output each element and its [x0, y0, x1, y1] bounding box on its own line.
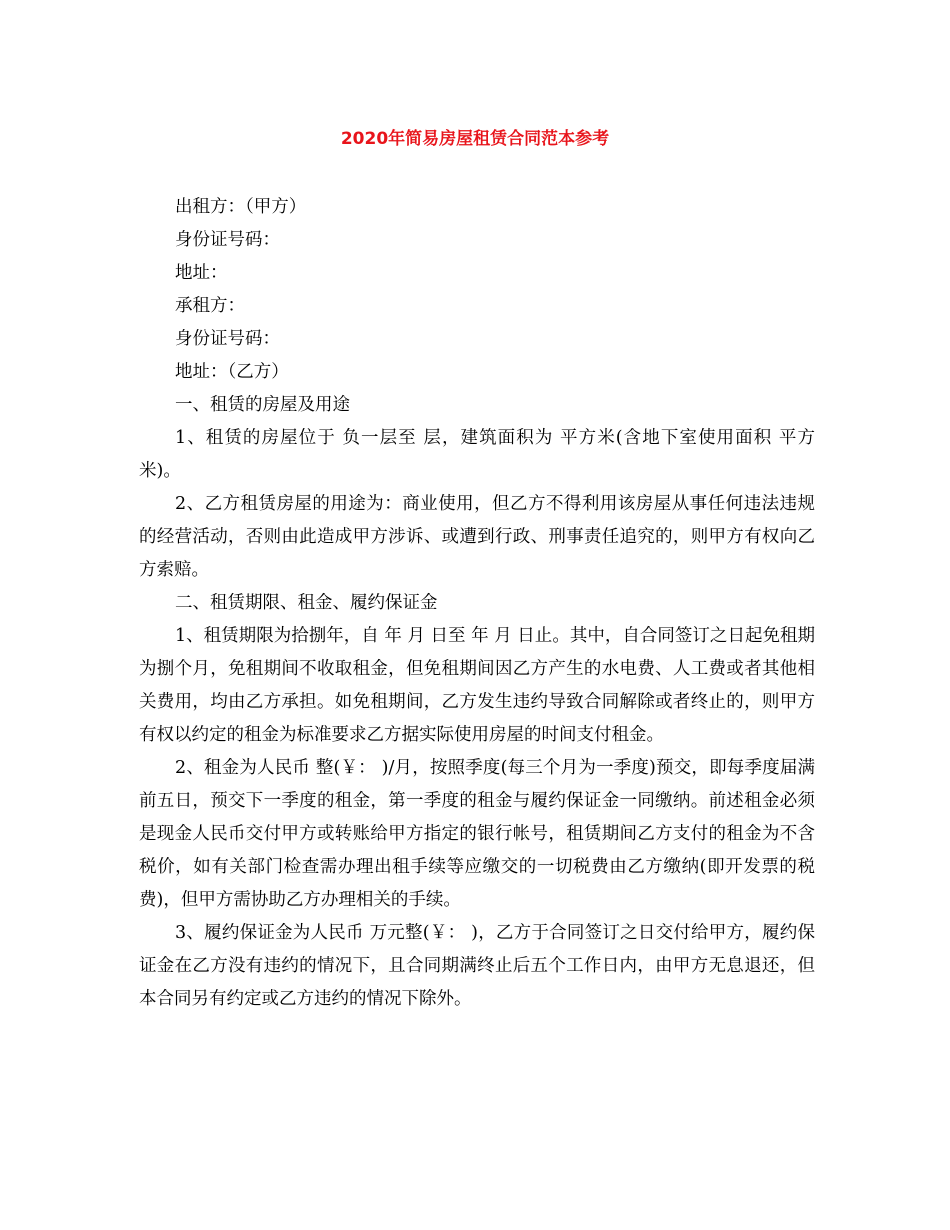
lessee-id-line: 身份证号码： — [175, 329, 280, 349]
lessee-line: 承租方： — [175, 296, 245, 316]
lessor-id-line: 身份证号码： — [175, 230, 280, 250]
lessee-address-line: 地址：（乙方） — [175, 362, 289, 382]
clause-paragraph: 1、租赁期限为拾捌年，自 年 月 日至 年 月 日止。其中，自合同签订之日起免租期为捌个月，免租期间不收取租金，但免租期间因乙方产生的水电费、人工费或者其他相关费用，均由乙方承担。如免租期间，乙方发生违约导致合同解除或者终止的，则甲方有权以约定的租金为标准要求乙方据实际使用房屋的时间支付租金。 — [139, 626, 815, 745]
clause-paragraph: 2、乙方租赁房屋的用途为：商业使用，但乙方不得利用该房屋从事任何违法违规的经营活动，否则由此造成甲方涉诉、或遭到行政、刑事责任追究的，则甲方有权向乙方索赔。 — [139, 494, 815, 580]
clause-paragraph: 3、履约保证金为人民币 万元整(￥： )，乙方于合同签订之日交付给甲方，履约保证金在乙方没有违约的情况下，且合同期满终止后五个工作日内，由甲方无息退还，但本合同另有约定或乙方违约的情况下除外。 — [139, 923, 815, 1009]
section-heading: 一、租赁的房屋及用途 — [175, 395, 350, 415]
document-title: 2020年简易房屋租赁合同范本参考 — [340, 129, 610, 149]
lessor-address-line: 地址： — [175, 263, 228, 283]
clause-paragraph: 1、租赁的房屋位于 负一层至 层，建筑面积为 平方米(含地下室使用面积 平方米)。 — [139, 428, 815, 481]
section-heading: 二、租赁期限、租金、履约保证金 — [175, 593, 438, 613]
document-body — [139, 191, 815, 1016]
clause-paragraph: 2、租金为人民币 整(￥： )/月，按照季度(每三个月为一季度)预交，即每季度届满前五日，预交下一季度的租金，第一季度的租金与履约保证金一同缴纳。前述租金必须是现金人民币交付甲方或转账给甲方指定的银行帐号，租赁期间乙方支付的租金为不含税价，如有关部门检查需办理出租手续等应缴交的一切税费由乙方缴纳(即开发票的税费)，但甲方需协助乙方办理相关的手续。 — [139, 758, 815, 910]
lessor-line: 出租方：（甲方） — [175, 197, 307, 217]
